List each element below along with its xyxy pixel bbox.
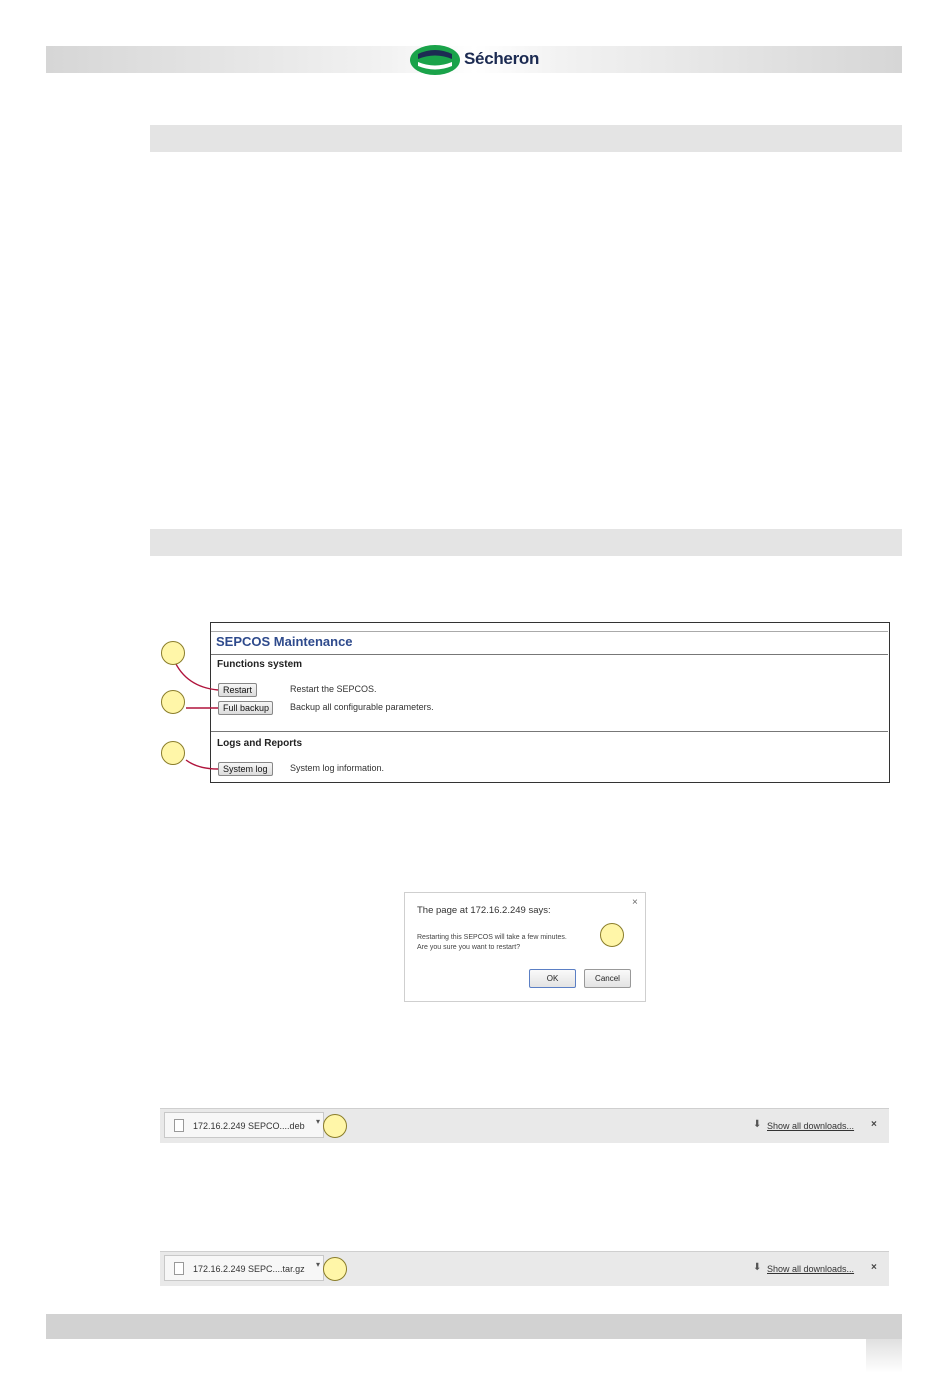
download-file-name-2: 172.16.2.249 SEPC....tar.gz bbox=[193, 1264, 305, 1274]
panel-top-divider bbox=[211, 631, 888, 632]
dropdown-caret-icon[interactable]: ▾ bbox=[316, 1260, 321, 1269]
cancel-button[interactable]: Cancel bbox=[584, 969, 631, 988]
full-backup-description: Backup all configurable parameters. bbox=[290, 702, 434, 712]
download-arrow-icon: ⬇ bbox=[753, 1119, 762, 1130]
show-all-downloads-link-2[interactable]: Show all downloads... bbox=[767, 1264, 855, 1274]
close-icon[interactable]: × bbox=[871, 1119, 877, 1130]
functions-system-heading: Functions system bbox=[217, 659, 303, 670]
brand-name: Sécheron bbox=[464, 49, 540, 68]
section-bar-middle bbox=[150, 529, 902, 556]
close-icon[interactable]: × bbox=[871, 1262, 877, 1273]
dialog-message-line-1: Restarting this SEPCOS will take a few minutes. bbox=[417, 934, 567, 941]
dialog-close-icon[interactable]: × bbox=[632, 897, 638, 908]
system-log-button[interactable]: System log bbox=[218, 762, 273, 776]
title-divider bbox=[211, 654, 888, 655]
download-file-name-1: 172.16.2.249 SEPCO....deb bbox=[193, 1121, 305, 1131]
footer-bar bbox=[46, 1314, 902, 1339]
restart-description: Restart the SEPCOS. bbox=[290, 684, 377, 694]
dialog-message-line-2: Are you sure you want to restart? bbox=[417, 944, 521, 951]
restart-button[interactable]: Restart bbox=[218, 683, 257, 697]
file-icon bbox=[174, 1262, 184, 1275]
logs-reports-heading: Logs and Reports bbox=[217, 738, 303, 749]
page-number-tab bbox=[866, 1339, 902, 1373]
panel-title: SEPCOS Maintenance bbox=[216, 634, 353, 649]
section-bar-top bbox=[150, 125, 902, 152]
callout-marker-3 bbox=[161, 741, 185, 765]
full-backup-button[interactable]: Full backup bbox=[218, 701, 273, 715]
file-icon bbox=[174, 1119, 184, 1132]
show-all-downloads-link-1[interactable]: Show all downloads... bbox=[767, 1121, 855, 1131]
callout-marker-1 bbox=[161, 641, 185, 665]
dropdown-caret-icon[interactable]: ▾ bbox=[316, 1117, 321, 1126]
callout-marker-download-2 bbox=[323, 1257, 347, 1281]
section-divider bbox=[211, 731, 888, 732]
callout-marker-download-1 bbox=[323, 1114, 347, 1138]
callout-marker-2 bbox=[161, 690, 185, 714]
ok-button[interactable]: OK bbox=[529, 969, 576, 988]
callout-marker-dialog bbox=[600, 923, 624, 947]
dialog-title: The page at 172.16.2.249 says: bbox=[417, 905, 551, 916]
download-arrow-icon: ⬇ bbox=[753, 1262, 762, 1273]
system-log-description: System log information. bbox=[290, 763, 385, 773]
